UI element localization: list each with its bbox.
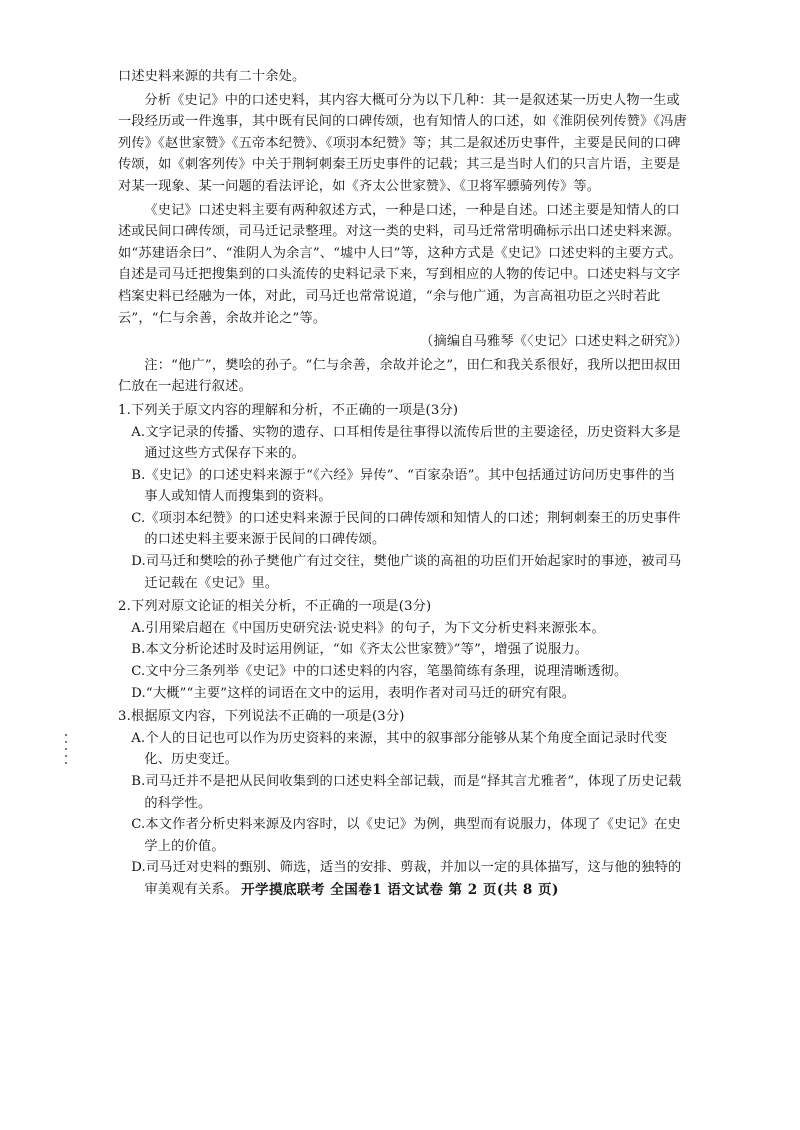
margin-marks	[64, 734, 70, 769]
question-2	[118, 596, 688, 704]
page-footer: 开学摸底联考 全国卷1 语文试卷 第 2 页(共 8 页)	[241, 882, 559, 898]
passage-note: 注：“他广”，樊哙的孙子。“仁与余善，余故并论之”，田仁和我关系很好，我所以把田叔田仁放在一起进行叙述。	[118, 357, 681, 395]
question-1	[118, 400, 688, 594]
option-b: B.本文分析论述时及时运用例证，“如《齐太公世家赞》”等”，增强了说服力。	[131, 642, 589, 658]
option-a: A.个人的日记也可以作为历史资料的来源，其中的叙事部分能够从某个角度全面记录时代变化、历史变迁。	[131, 730, 668, 768]
passage-paragraph-2: 分析《史记》中的口述史料，其内容大概可分为以下几种：其一是叙述某一历史人物一生或一段经历或一件逸事，其中既有民间的口碑传颂，也有知情人的口述，如《淮阴侯列传赞》《冯唐列传》《赵世家赞》《五帝本纪赞》、《项羽本纪赞》等；其二是叙述历史事件，主要是民间的口碑传颂，如《刺客列传》中关于荆轲刺秦王历史事件的记载；其三是当时人们的只言片语，主要是对某一现象、某一问题的看法评论，如《齐太公世家赞》、《卫将军骠骑列传》等。	[118, 92, 688, 194]
passage-paragraph-3: 《史记》口述史料主要有两种叙述方式，一种是口述，一种是自述。口述主要是知情人的口述或民间口碑传颂，司马迁记录整理。对这一类的史料，司马迁常常明确标示出口述史料来源。如“苏建语余曰”、“淮阴人为余言”、“墟中人曰”等，这种方式是《史记》口述史料的主要方式。自述是司马迁把搜集到的口头流传的史料记录下来，写到相应的人物的传记中。口述史料与文字档案史料已经融为一体，对此，司马迁也常常说道，“余与他广通，为言高祖功臣之兴时若此云”，“仁与余善，余故并论之”等。	[118, 202, 682, 326]
passage-source: （摘编自马雅琴《〈史记〉口述史料之研究》）	[420, 334, 688, 350]
option-d: D.“大概”“主要”这样的词语在文中的运用，表明作者对司马迁的研究有限。	[131, 685, 576, 701]
option-c: C.本文作者分析史料来源及内容时，以《史记》为例，典型而有说服力，体现了《史记》在史学上的价值。	[131, 817, 681, 854]
option-d: D.司马迁对史料的甄别、筛选，适当的安排、剪裁，并加以一定的具体描写，这与他的独特的审美观有关系。	[131, 860, 682, 897]
page-content	[118, 66, 688, 901]
option-c: C.文中分三条列举《史记》中的口述史料的内容，笔墨简练有条理，说理清晰透彻。	[131, 664, 628, 680]
question-3	[118, 706, 688, 900]
question-stem: 3.根据原文内容，下列说法不正确的一项是(3分)	[118, 709, 405, 725]
option-c: C.《项羽本纪赞》的口述史料来源于民间的口碑传颂和知情人的口述；荆轲刺秦王的历史事件的口述史料主要来源于民间的口碑传颂。	[131, 510, 681, 548]
option-b: B.司马迁并不是把从民间收集到的口述史料全部记载，而是“择其言尤雅者”，体现了历史记载的科学性。	[131, 774, 682, 811]
option-d: D.司马迁和樊哙的孙子樊他广有过交往，樊他广谈的高祖的功臣们开始起家时的事迹，被司马迁记载在《史记》里。	[131, 554, 682, 591]
option-b: B.《史记》的口述史料来源于“《六经》异传”、“百家杂语”。其中包括通过访问历史事件的当事人或知情人而搜集到的资料。	[131, 467, 676, 505]
option-a: A.引用梁启超在《中国历史研究法·说史料》的句子，为下文分析史料来源张本。	[131, 620, 605, 636]
question-stem: 1.下列关于原文内容的理解和分析，不正确的一项是(3分)	[118, 402, 459, 418]
passage-paragraph-1: 口述史料来源的共有二十余处。	[118, 69, 306, 84]
question-stem: 2.下列对原文论证的相关分析，不正确的一项是(3分)	[118, 599, 432, 615]
option-a: A.文字记录的传播、实物的遗存、口耳相传是往事得以流传后世的主要途径，历史资料大多是通过这些方式保存下来的。	[131, 424, 681, 462]
